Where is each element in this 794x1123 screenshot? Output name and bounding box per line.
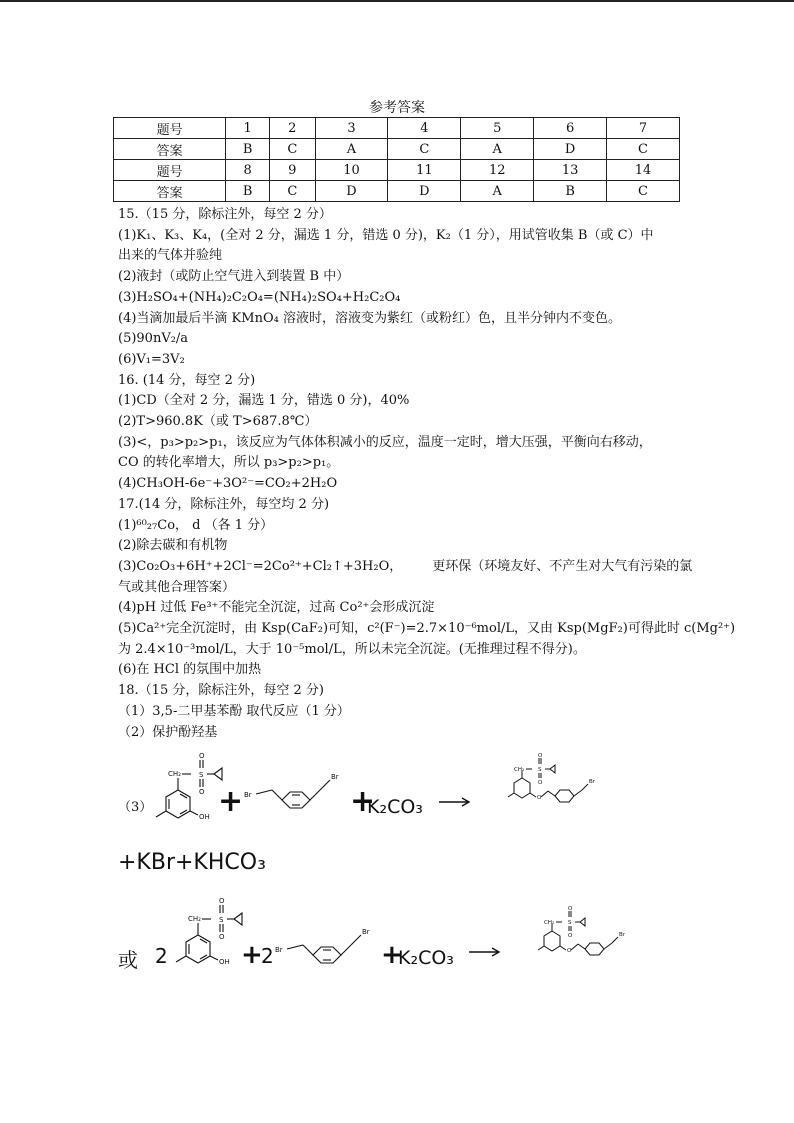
table-row-header-cell: 答案	[114, 139, 226, 160]
oxygen-label: O	[538, 753, 543, 759]
table-row	[114, 139, 680, 160]
q15-answer-4: (4)当滴加最后半滴 KMnO₄ 溶液时，溶液变为紫红（或粉红）色，且半分钟内不变色。	[118, 310, 621, 326]
q18-answer-2: （2）保护酚羟基	[118, 724, 218, 740]
alternative-label: 或	[118, 948, 138, 972]
potassium-carbonate: K₂CO₃	[398, 947, 454, 969]
q18-answer-3-label: （3）	[118, 800, 153, 815]
table-cell: 8	[226, 160, 270, 181]
table-cell: 7	[607, 118, 680, 139]
plus-sign: +	[381, 940, 403, 970]
table-cell: 9	[270, 160, 315, 181]
phenol-sulfone-structure	[166, 893, 246, 975]
oxygen-label: O	[538, 780, 543, 786]
q17-answer-6: (6)在 HCl 的氛围中加热	[118, 662, 262, 678]
plus-sign: +	[350, 784, 376, 819]
q16-answer-3-cont: CO 的转化率增大，所以 p₃>p₂>p₁。	[118, 455, 340, 471]
q17-answer-3	[118, 557, 693, 578]
q15-answer-2: (2)液封（或防止空气进入到装置 B 中）	[118, 269, 350, 285]
bromo-label: Br	[362, 928, 370, 936]
ch2-label: CH₂	[514, 767, 525, 773]
q17-answer-3-equation: (3)Co₂O₃+6H⁺+2Cl⁻=2Co²⁺+Cl₂↑+3H₂O，	[118, 558, 403, 574]
ch2-label: CH₂	[544, 920, 555, 926]
q17-answer-5-cont: 为 2.4×10⁻³mol/L，大于 10⁻⁵mol/L，所以未完全沉淀。(无推理过程不得分)。	[118, 641, 586, 657]
page-top-rule	[0, 0, 794, 2]
table-row	[114, 118, 680, 139]
table-cell: D	[315, 181, 388, 202]
table-cell: A	[315, 139, 388, 160]
q17-answer-3-note: 更环保（环境友好、不产生对大气有污染的氯	[432, 558, 693, 574]
document-title: 参考答案	[369, 100, 425, 116]
table-row	[114, 181, 680, 202]
table-cell: 6	[534, 118, 607, 139]
oxygen-label: O	[219, 897, 225, 905]
q16-heading: 16. (14 分，每空 2 分)	[118, 372, 256, 388]
ch2-label: CH₂	[168, 770, 181, 778]
q15-answer-1: (1)K₁、K₃、K₄，(全对 2 分，漏选 1 分，错选 0 分)，K₂（1 分），用试管收集 B（或 C）中	[118, 227, 654, 243]
q17-heading: 17.(14 分，除标注外，每空均 2 分)	[118, 496, 330, 512]
table-cell: 10	[315, 160, 388, 181]
bromo-label: Br	[331, 773, 339, 781]
q16-answer-3: (3)<，p₃>p₂>p₁，该反应为气体体积减小的反应，温度一定时，增大压强，平衡向右移动，	[118, 434, 652, 450]
q16-answer-1: (1)CD（全对 2 分，漏选 1 分，错选 0 分)，40%	[118, 393, 410, 409]
dibromo-xylene-structure	[242, 770, 348, 820]
reaction-arrow-icon	[468, 947, 502, 957]
table-cell: 5	[461, 118, 534, 139]
q15-answer-3: (3)H₂SO₄+(NH₄)₂C₂O₄=(NH₄)₂SO₄+H₂C₂O₄	[118, 289, 401, 305]
bromo-label: Br	[619, 932, 626, 938]
table-cell: 12	[461, 160, 534, 181]
q15-answer-6: (6)V₁=3V₂	[118, 351, 185, 367]
table-row	[114, 160, 680, 181]
ether-oxygen-label: O	[537, 795, 542, 801]
q17-answer-4: (4)pH 过低 Fe³⁺不能完全沉淀，过高 Co²⁺会形成沉淀	[118, 600, 435, 616]
q17-answer-2: (2)除去碳和有机物	[118, 538, 228, 554]
plus-sign: +	[241, 940, 263, 970]
product-ether-structure	[530, 903, 640, 963]
product-ether-structure	[500, 750, 610, 810]
table-cell: 3	[315, 118, 388, 139]
q18-heading: 18.（15 分，除标注外，每空 2 分)	[118, 683, 324, 699]
table-row-header-cell: 答案	[114, 181, 226, 202]
table-cell: A	[461, 181, 534, 202]
bromo-label: Br	[275, 946, 283, 954]
hydroxyl-label: OH	[199, 813, 210, 821]
ether-oxygen-label: O	[567, 948, 572, 954]
table-cell: C	[607, 181, 680, 202]
table-cell: B	[226, 181, 270, 202]
table-cell: 2	[270, 118, 315, 139]
q15-answer-1-cont: 出来的气体并验纯	[118, 248, 223, 264]
byproducts: +KBr+KHCO₃	[118, 850, 266, 875]
oxygen-label: O	[568, 933, 573, 939]
oxygen-label: O	[568, 906, 573, 912]
q18-answer-1: （1）3,5-二甲基苯酚 取代反应（1 分）	[118, 703, 350, 719]
sulfur-label: S	[538, 767, 542, 773]
table-cell: B	[226, 139, 270, 160]
ch2-label: CH₂	[188, 915, 201, 923]
sulfur-label: S	[568, 920, 572, 926]
table-cell: 14	[607, 160, 680, 181]
table-cell: C	[607, 139, 680, 160]
table-cell: 4	[388, 118, 461, 139]
table-cell: D	[388, 181, 461, 202]
answers-text	[118, 205, 736, 743]
table-cell: A	[461, 139, 534, 160]
oxygen-label: O	[199, 752, 205, 760]
table-row-header-cell: 题号	[114, 160, 226, 181]
q15-answer-5: (5)90nV₂/a	[118, 331, 189, 347]
answer-table	[113, 117, 680, 202]
bromo-label: Br	[589, 779, 596, 785]
sulfur-label: S	[199, 771, 204, 779]
reaction-arrow-icon	[438, 797, 472, 807]
phenol-sulfone-structure	[146, 748, 226, 830]
table-cell: C	[270, 181, 315, 202]
q16-answer-2: (2)T>960.8K（或 T>687.8℃）	[118, 414, 318, 430]
q17-answer-1: (1)⁶⁰₂₇Co， d （各 1 分）	[118, 517, 274, 533]
table-cell: 13	[534, 160, 607, 181]
table-cell: 1	[226, 118, 270, 139]
table-row-header-cell: 题号	[114, 118, 226, 139]
table-cell: 11	[388, 160, 461, 181]
table-cell: C	[388, 139, 461, 160]
coefficient-2: 2	[261, 944, 274, 968]
q17-answer-5: (5)Ca²⁺完全沉淀时，由 Ksp(CaF₂)可知，c²(F⁻)=2.7×10⁻⁶mol/L，又由 Ksp(MgF₂)可得此时 c(Mg²⁺)	[118, 621, 736, 637]
table-cell: B	[534, 181, 607, 202]
hydroxyl-label: OH	[219, 958, 230, 966]
oxygen-label: O	[199, 788, 205, 796]
plus-sign: +	[218, 784, 244, 819]
dibromo-xylene-structure	[273, 925, 379, 975]
oxygen-label: O	[219, 933, 225, 941]
table-cell: C	[270, 139, 315, 160]
bromo-label: Br	[244, 791, 252, 799]
q15-heading: 15.（15 分，除标注外，每空 2 分）	[118, 207, 332, 222]
q16-answer-4: (4)CH₃OH-6e⁻+3O²⁻=CO₂+2H₂O	[118, 476, 338, 492]
coefficient-2: 2	[155, 944, 168, 968]
table-cell: D	[534, 139, 607, 160]
q17-answer-3-cont: 气或其他合理答案）	[118, 579, 236, 595]
sulfur-label: S	[219, 916, 224, 924]
potassium-carbonate: K₂CO₃	[367, 796, 423, 818]
